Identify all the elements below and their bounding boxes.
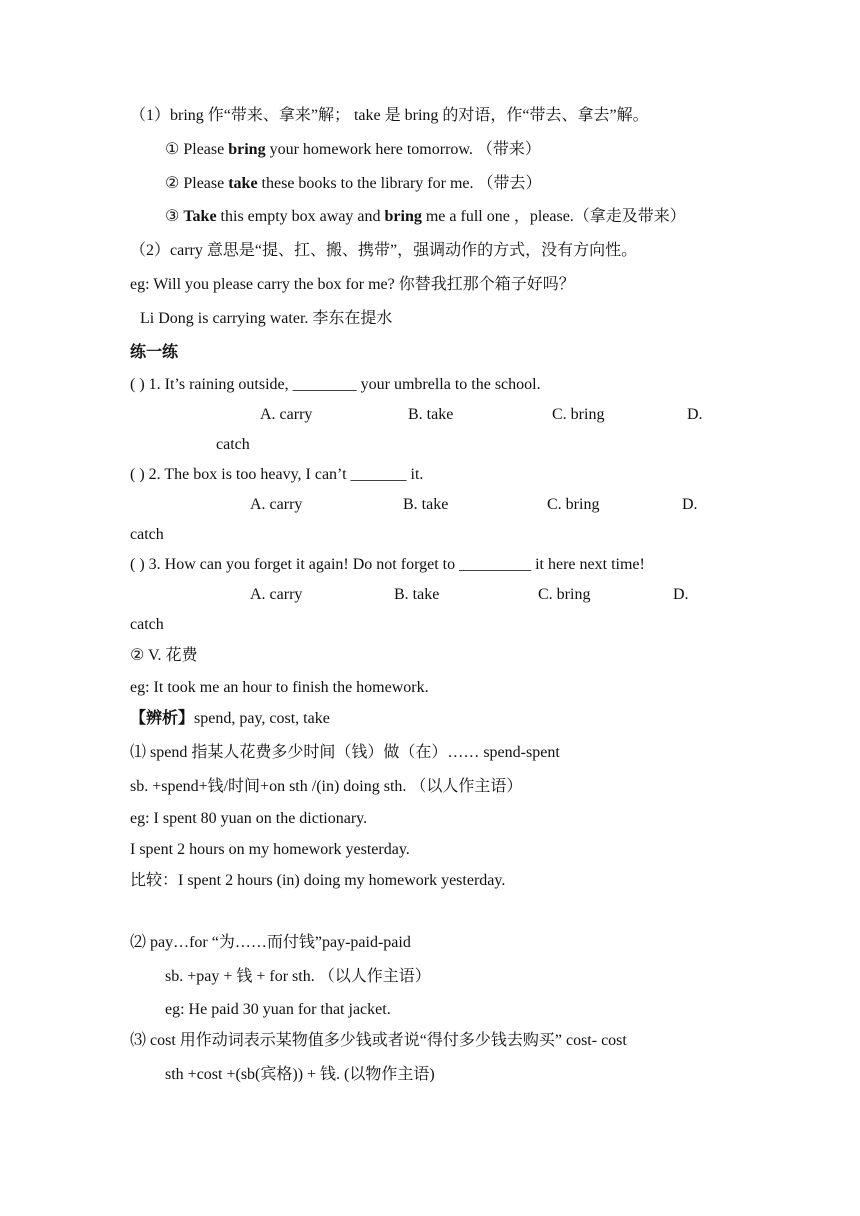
bianxi-label: 【辨析】 xyxy=(130,710,195,727)
q3-option-a: A. carry xyxy=(250,586,303,603)
q1-option-a: A. carry xyxy=(260,406,313,423)
q2-option-a: A. carry xyxy=(250,496,303,513)
question-3: ( ) 3. How can you forget it again! Do not forget to _________ it here next time! xyxy=(130,556,645,573)
example-3-bold-2: bring xyxy=(384,208,422,225)
q1-option-d-text: catch xyxy=(216,436,250,453)
cost-definition: ⑶ cost 用作动词表示某物值多少钱或者说“得付多少钱去购买” cost- cost xyxy=(130,1032,627,1049)
eg-took: eg: It took me an hour to finish the homework. xyxy=(130,679,429,696)
example-2-a: ② Please xyxy=(165,175,229,192)
q3-option-d: D. xyxy=(673,586,689,603)
q3-option-b: B. take xyxy=(394,586,440,603)
spend-definition: ⑴ spend 指某人花费多少时间（钱）做（在）…… spend-spent xyxy=(130,744,560,761)
spend-eg-1: eg: I spent 80 yuan on the dictionary. xyxy=(130,810,368,827)
practice-heading: 练一练 xyxy=(130,344,179,361)
bianxi-line xyxy=(130,709,330,729)
spend-pattern: sb. +spend+钱/时间+on sth /(in) doing sth. （以人作主语） xyxy=(130,778,523,795)
q2-option-d-text: catch xyxy=(130,526,164,543)
pay-definition: ⑵ pay…for “为……而付钱”pay-paid-paid xyxy=(130,934,411,951)
pay-eg: eg: He paid 30 yuan for that jacket. xyxy=(165,1001,391,1018)
q1-option-b: B. take xyxy=(408,406,454,423)
q1-option-c: C. bring xyxy=(552,406,605,423)
example-3-c: this empty box away and xyxy=(216,208,385,225)
spend-eg-2: I spent 2 hours on my homework yesterday. xyxy=(130,841,410,858)
pay-pattern: sb. +pay + 钱 + for sth. （以人作主语） xyxy=(165,968,431,985)
q2-option-d: D. xyxy=(682,496,698,513)
example-1-a: ① Please xyxy=(165,141,229,158)
example-2-c: these books to the library for me. （带去） xyxy=(257,175,542,192)
example-1-bold: bring xyxy=(228,141,266,158)
bianxi-words: spend, pay, cost, take xyxy=(194,710,330,727)
q2-option-c: C. bring xyxy=(547,496,600,513)
example-1 xyxy=(165,140,541,160)
example-3-e: me a full one ，please.（拿走及带来） xyxy=(421,208,686,225)
q3-option-d-text: catch xyxy=(130,616,164,633)
question-1: ( ) 1. It’s raining outside, ________ your umbrella to the school. xyxy=(130,376,541,393)
q2-option-b: B. take xyxy=(403,496,449,513)
example-1-c: your homework here tomorrow. （带来） xyxy=(265,141,541,158)
spend-compare: 比较：I spent 2 hours (in) doing my homework yesterday. xyxy=(130,872,506,889)
eg-carry-2: Li Dong is carrying water. 李东在提水 xyxy=(140,310,393,327)
cost-pattern: sth +cost +(sb(宾格)) + 钱. (以物作主语) xyxy=(165,1066,435,1083)
question-2: ( ) 2. The box is too heavy, I can’t _______ it. xyxy=(130,466,424,483)
example-3-bold-1: Take xyxy=(183,208,217,225)
line-carry-intro: （2）carry 意思是“提、扛、搬、携带”，强调动作的方式，没有方向性。 xyxy=(130,242,638,259)
example-2-bold: take xyxy=(228,175,258,192)
eg-carry-1: eg: Will you please carry the box for me? 你替我扛那个箱子好吗？ xyxy=(130,276,575,293)
example-3 xyxy=(165,207,686,227)
q3-option-c: C. bring xyxy=(538,586,591,603)
example-2 xyxy=(165,174,542,194)
example-3-a: ③ xyxy=(165,208,184,225)
verb-spend-heading: ② V. 花费 xyxy=(130,647,198,664)
q1-option-d: D. xyxy=(687,406,703,423)
line-bring-take-intro: （1）bring 作“带来、拿来”解； take 是 bring 的对语，作“带去、拿去”解。 xyxy=(130,107,649,124)
